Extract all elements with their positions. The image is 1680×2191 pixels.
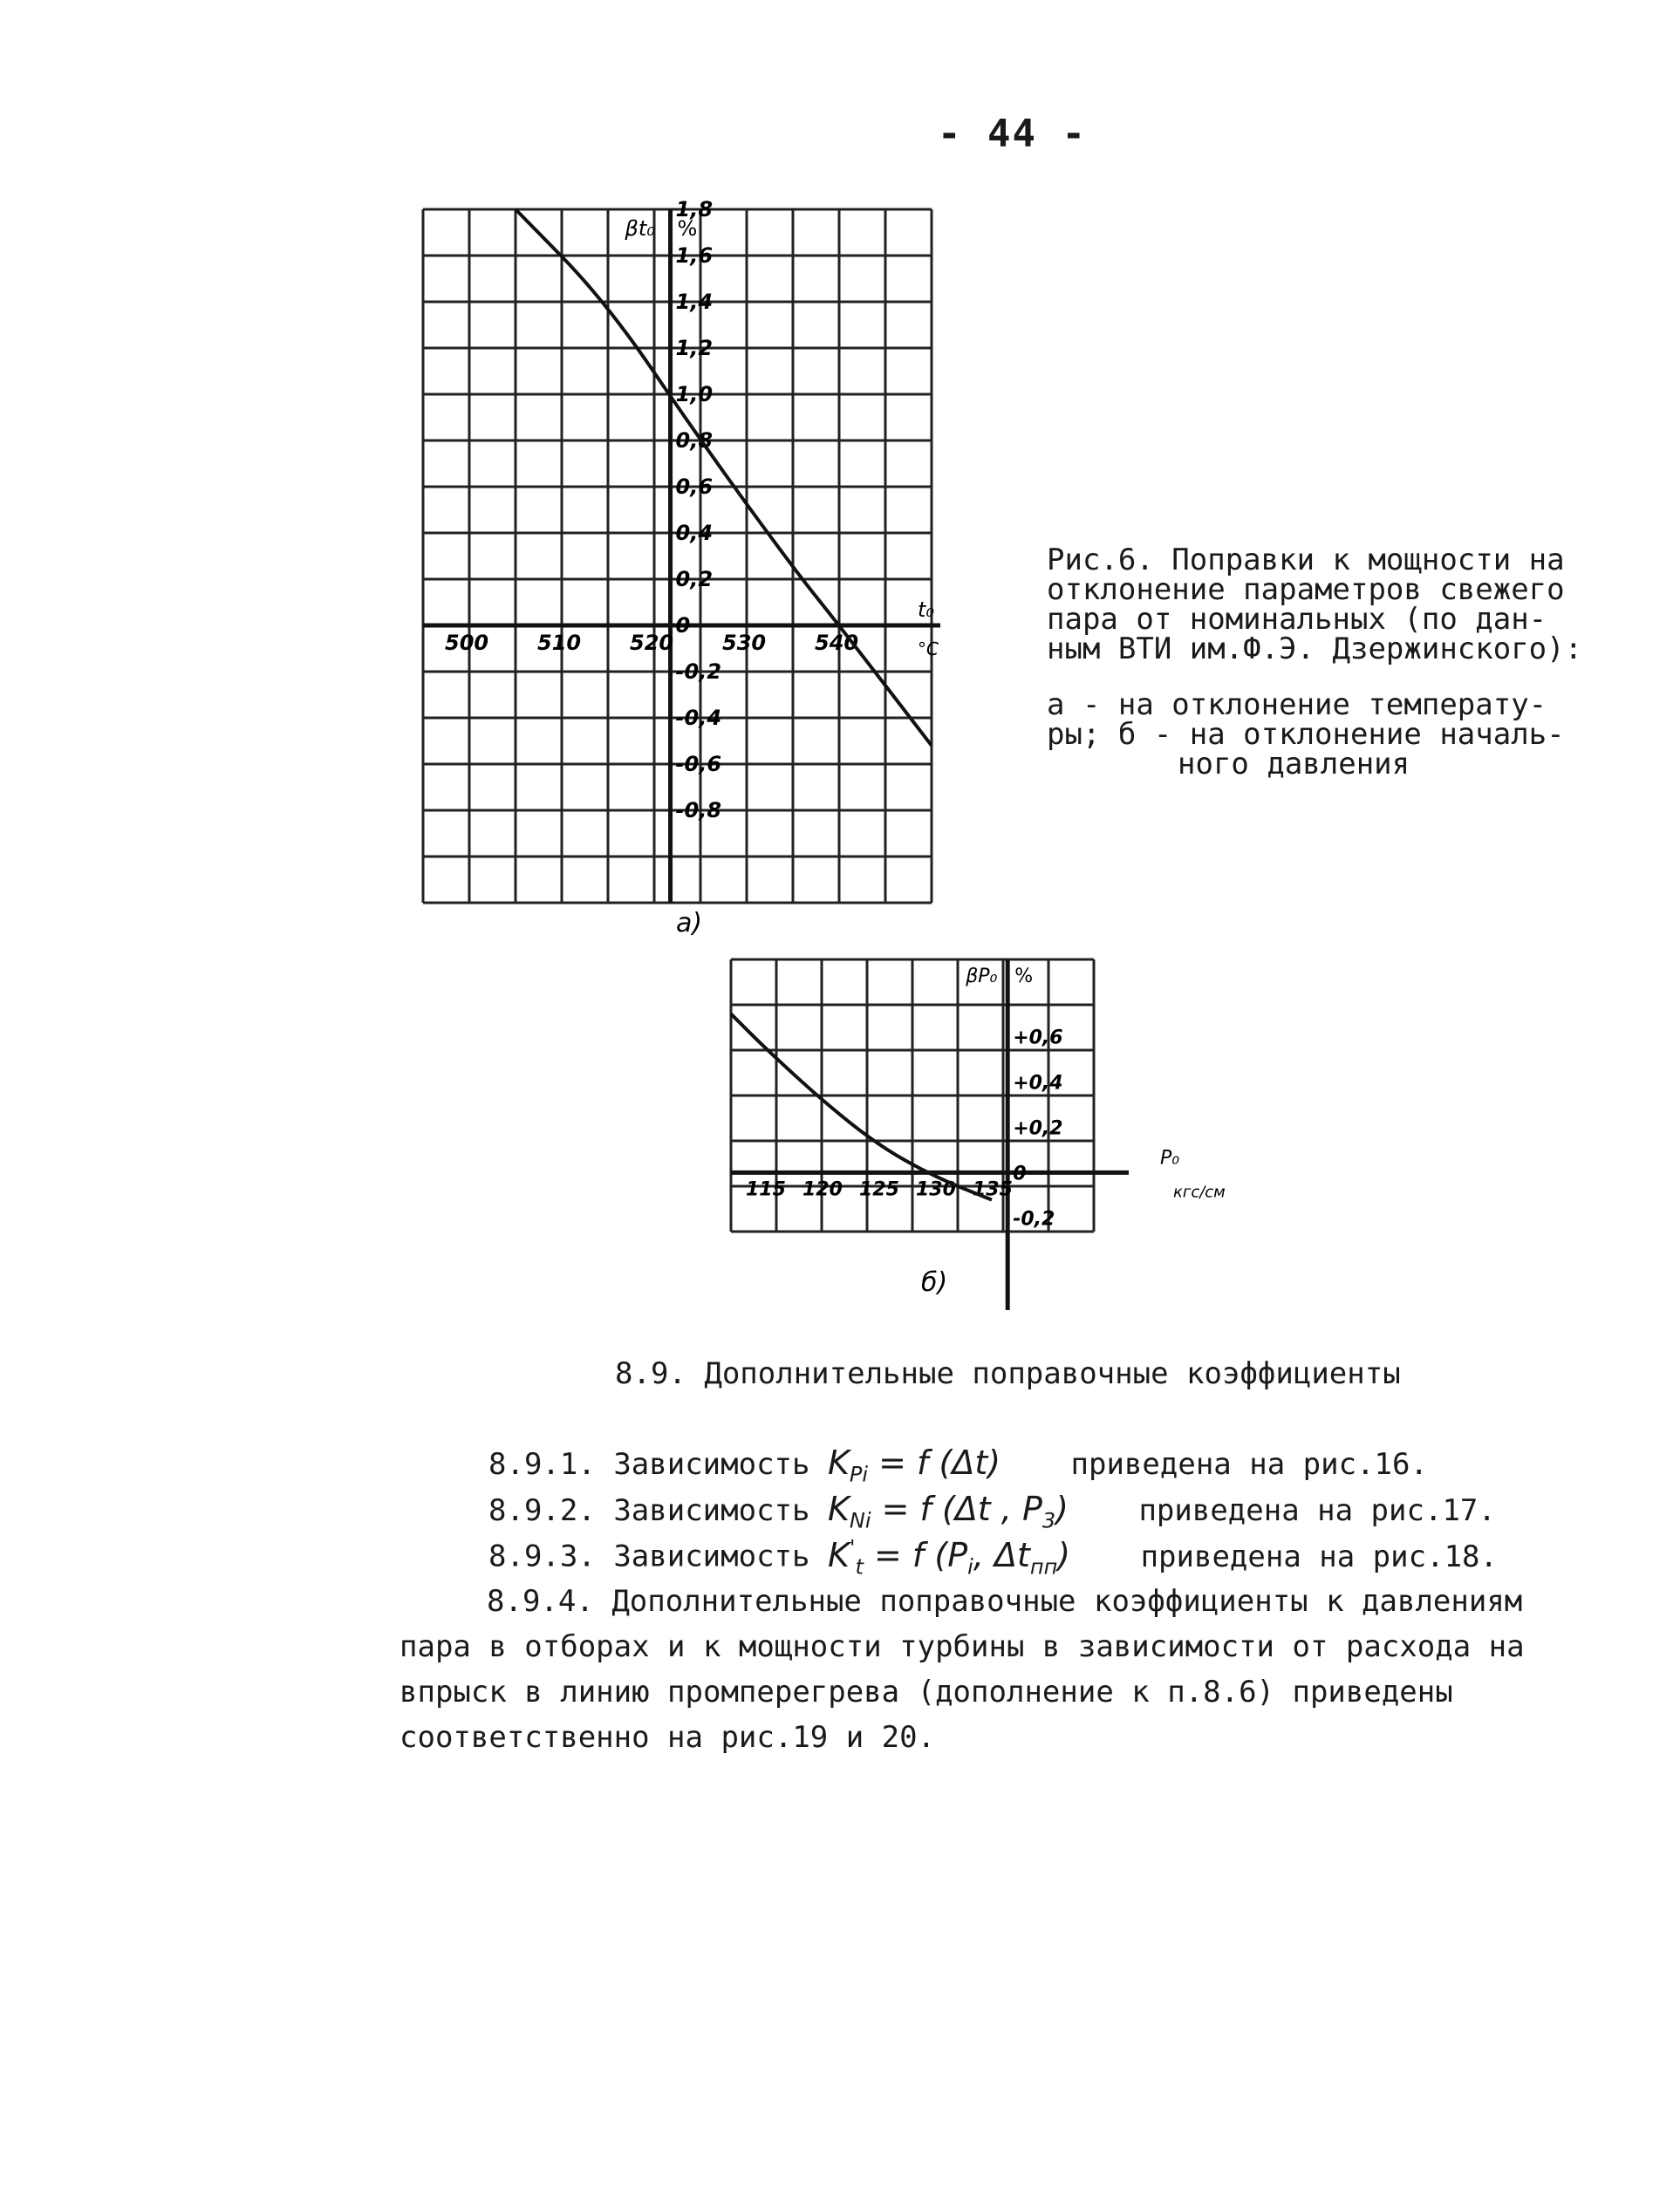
x-tick-label: 540 (815, 631, 859, 655)
paragraph-8-9-4 (400, 1579, 1603, 1760)
caption-line: ным ВТИ им.Ф.Э. Дзержинского): (1047, 631, 1583, 666)
equation-text: Зависимость (613, 1493, 810, 1528)
data-series-line (516, 209, 935, 746)
x-tick-label: 135 (973, 1178, 1013, 1201)
x-tick-label: 520 (630, 631, 674, 655)
chart-a-temperature-correction (423, 197, 940, 939)
y-tick-label: -0,8 (675, 798, 722, 822)
y-axis-label: βt₀ (625, 216, 655, 241)
y-unit-label: % (677, 216, 698, 241)
equation-formula: $K'_t = f$ ($P_i$, $\Delta t_{пп}$) (827, 1535, 1071, 1580)
y-tick-label: 0,2 (675, 567, 714, 591)
y-tick-label: -0,2 (1013, 1208, 1055, 1231)
y-unit-label: % (1014, 966, 1034, 987)
equation-number: 8.9.2. (488, 1493, 596, 1528)
x-unit-label: кгс/см (1173, 1183, 1226, 1202)
x-tick-label: 130 (916, 1178, 956, 1201)
equation-line (488, 1535, 1498, 1579)
y-tick-label: 1,8 (675, 197, 714, 222)
paragraph-number: 8.9.4. (487, 1584, 594, 1619)
y-tick-label: 1,6 (675, 243, 714, 268)
equation-reference: приведена на рис.17. (1138, 1493, 1496, 1528)
y-tick-label: +0,4 (1013, 1072, 1063, 1095)
paragraph-text: Дополнительные поправочные коэффициенты к давлениям пара в отборах и к мощности турбины в зависимости от расхода на впрыск в линию промперегрева (дополнение к п.8.6) приведены соответственно на рис.19 и 20. (400, 1584, 1525, 1755)
y-axis-label: βP₀ (966, 966, 998, 987)
legend-line: ного давления (1178, 747, 1410, 782)
y-tick-label: -0,2 (675, 659, 722, 684)
x-tick-label: 120 (802, 1178, 843, 1201)
y-tick-label: 0,6 (675, 474, 714, 499)
x-tick-label: 530 (722, 631, 767, 655)
x-tick-label: 500 (445, 631, 489, 655)
equation-text: Зависимость (613, 1447, 810, 1482)
caption-line: пара от номинальных (по дан- (1047, 602, 1547, 637)
y-tick-label: 1,4 (675, 290, 714, 314)
x-axis-label: P₀ (1160, 1147, 1180, 1170)
equation-reference: приведена на рис.16. (1070, 1447, 1428, 1482)
x-tick-label: 510 (537, 631, 582, 655)
y-tick-label: 1,0 (675, 382, 714, 406)
equation-reference: приведена на рис.18. (1140, 1539, 1498, 1574)
caption-line: отклонение параметров свежего (1047, 572, 1565, 607)
equation-formula: $K_{Pi} = f$ (Δt) (827, 1444, 1001, 1487)
y-tick-label: 0,4 (675, 521, 714, 545)
figure-caption (1047, 543, 1605, 782)
y-tick-label: 0 (675, 613, 691, 638)
equation-line (488, 1490, 1496, 1533)
equation-line (488, 1444, 1428, 1487)
section-title: 8.9. Дополнительные поправочные коэффициенты (615, 1356, 1401, 1391)
equation-number: 8.9.3. (488, 1539, 596, 1574)
legend-line: а - на отклонение температу- (1047, 687, 1547, 722)
chart-b-pressure-correction (731, 959, 1226, 1310)
equation-formula: $K_{Ni} = f$ (Δt , $P_3$) (827, 1490, 1069, 1533)
y-tick-label: +0,6 (1013, 1027, 1063, 1049)
y-tick-label: 0 (1013, 1163, 1027, 1185)
legend-line: ры; б - на отклонение началь- (1047, 717, 1565, 752)
y-tick-label: +0,2 (1013, 1117, 1063, 1140)
x-tick-label: 115 (746, 1178, 786, 1201)
y-tick-label: 1,2 (675, 336, 714, 360)
equation-text: Зависимость (613, 1539, 810, 1574)
equation-number: 8.9.1. (488, 1447, 596, 1482)
y-tick-label: -0,4 (675, 706, 722, 730)
x-axis-label: t₀ (918, 597, 935, 622)
y-tick-label: -0,6 (675, 752, 722, 776)
page-number: - 44 - (938, 112, 1087, 156)
caption-line: Рис.6. Поправки к мощности на (1047, 543, 1565, 577)
panel-label: а) (676, 908, 703, 939)
x-unit-label: °C (918, 638, 939, 659)
y-tick-label: 0,8 (675, 428, 714, 453)
panel-label: б) (921, 1267, 948, 1298)
x-tick-label: 125 (859, 1178, 899, 1201)
